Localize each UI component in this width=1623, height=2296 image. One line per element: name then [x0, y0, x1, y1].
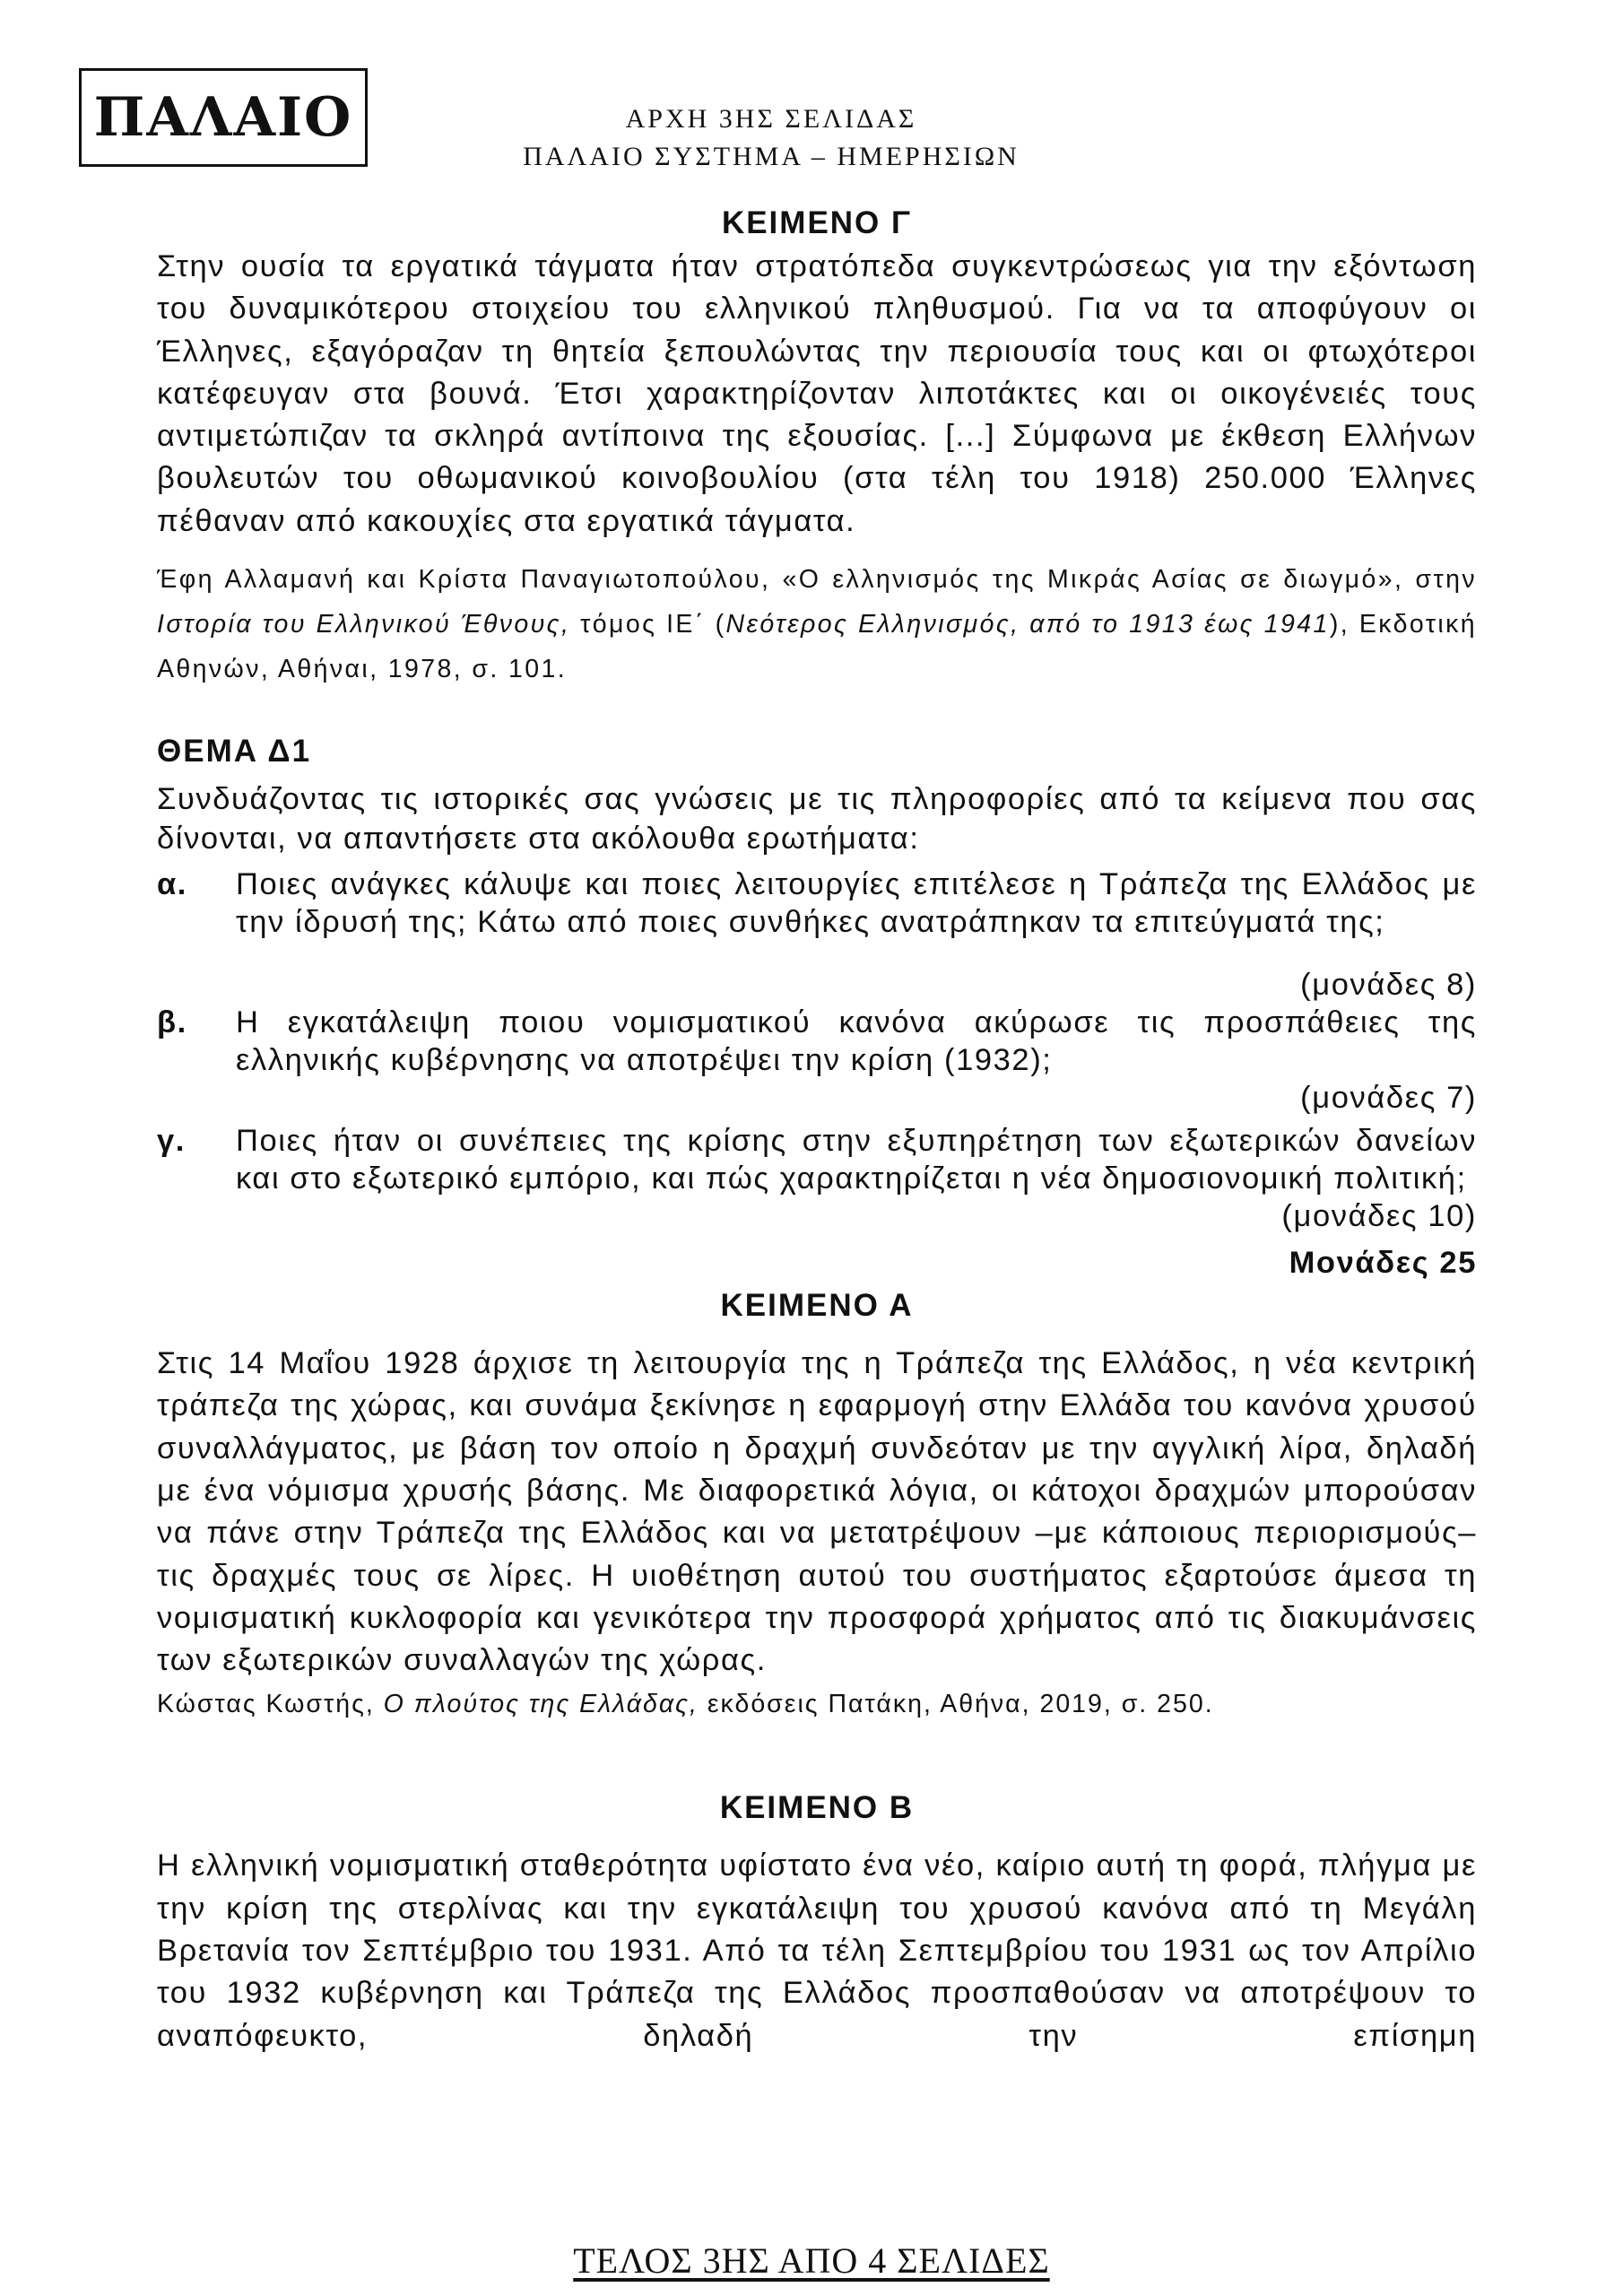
question-b: [157, 1004, 1477, 1079]
text-c-source-mid: τόμος ΙΕ΄ (: [570, 610, 726, 639]
text-c-title: ΚΕΙΜΕΝΟ Γ: [721, 205, 913, 240]
question-text: Ποιες ήταν οι συνέπειες της κρίσης στην εξυπηρέτηση των εξωτερικών δανείων και στο εξωτερικό εμπόριο, και πώς χαρακτηρίζεται η νέα δημοσιονομική πολιτική;: [236, 1124, 1477, 1196]
question-a-marks: (μονάδες 8): [1300, 968, 1477, 1003]
page-start-label: ΑΡΧΗ 3ΗΣ ΣΕΛΙΔΑΣ: [625, 104, 917, 134]
text-a-source: [157, 1682, 1477, 1726]
page-footer: [0, 2239, 1623, 2282]
text-a-body: Στις 14 Μαΐου 1928 άρχισε τη λειτουργία της η Τράπεζα της Ελλάδος, η νέα κεντρική τράπεζα της χώρας, και συνάμα ξεκίνησε η εφαρμογή στην Ελλάδα του κανόνα χρυσού συναλλάγματος, με βάση τον οποίο η δραχμή συνδεόταν με την αγγλική λίρα, δηλαδή με ένα νόμισμα χρυσής βάσης. Με διαφορετικά λόγια, οι κάτοχοι δραχμών μπορούσαν να πάνε στην Τράπεζα της Ελλάδος και να μετατρέψουν –με κάποιους περιορισμούς– τις δραχμές τους σε λίρες. Η υιοθέτηση αυτού του συστήματος εξαρτούσε άμεσα τη νομισματική κυκλοφορία και γενικότερα την προσφορά χρήματος από τις διακυμάνσεις των εξωτερικών συναλλαγών της χώρας.: [157, 1346, 1477, 1678]
question-a: [157, 865, 1477, 941]
page-end-label: ΤΕΛΟΣ 3ΗΣ ΑΠΟ 4 ΣΕΛΙΔΕΣ: [573, 2240, 1050, 2281]
question-c: [157, 1122, 1477, 1197]
total-marks: Μονάδες 25: [1289, 1246, 1477, 1281]
theme-intro: Συνδυάζοντας τις ιστορικές σας γνώσεις με τις πληροφορίες από τα κείμενα που σας δίνονται, να απαντήσετε στα ακόλουθα ερωτήματα:: [157, 782, 1477, 857]
old-system-stamp: ΠΑΛΑΙΟ: [79, 68, 368, 167]
exam-system-label: ΠΑΛΑΙΟ ΣΥΣΤΗΜΑ – ΗΜΕΡΗΣΙΩΝ: [523, 142, 1020, 171]
text-a-source-title: Ο πλούτος της Ελλάδας,: [383, 1690, 699, 1719]
text-c-source-subtitle: Νεότερος Ελληνισμός, από το 1913 έως 1941: [725, 610, 1330, 639]
text-b-title: ΚΕΙΜΕΝΟ Β: [719, 1790, 915, 1826]
text-a-source-post: εκδόσεις Πατάκη, Αθήνα, 2019, σ. 250.: [698, 1690, 1214, 1719]
page-header: [412, 100, 1130, 176]
question-text: Η εγκατάλειψη ποιου νομισματικού κανόνα ακύρωσε τις προσπάθειες της ελληνικής κυβέρνησης να αποτρέψει την κρίση (1932);: [236, 1005, 1477, 1078]
text-a-source-author: Κώστας Κωστής,: [157, 1690, 384, 1719]
text-b-body: Η ελληνική νομισματική σταθερότητα υφίστατο ένα νέο, καίριο αυτή τη φορά, πλήγμα με την κρίση της στερλίνας και την εγκατάλειψη του χρυσού κανόνα από τη Μεγάλη Βρετανία τον Σεπτέμβριο του 1931. Από τα τέλη Σεπτεμβρίου του 1931 ως τον Απρίλιο του 1932 κυβέρνηση και Τράπεζα της Ελλάδος προσπαθούσαν να αποτρέψουν το αναπόφευκτο, δηλαδή την επίσημη: [157, 1848, 1477, 2053]
question-c-marks: (μονάδες 10): [1281, 1199, 1477, 1234]
question-label: α.: [157, 867, 187, 902]
page-content: [157, 201, 1477, 2057]
text-a-title: ΚΕΙΜΕΝΟ Α: [720, 1288, 914, 1324]
theme-title: ΘΕΜΑ Δ1: [157, 734, 312, 770]
text-c-source-pre: Έφη Αλλαμανή και Κρίστα Παναγιωτοπούλου, «Ο ελληνισμός της Μικράς Ασίας σε διωγμό», στην: [157, 565, 1477, 595]
question-label: β.: [157, 1005, 187, 1040]
text-c-source: [157, 557, 1477, 691]
text-c-source-title: Ιστορία του Ελληνικού Έθνους,: [157, 610, 571, 639]
question-b-marks: (μονάδες 7): [1300, 1081, 1477, 1116]
question-text: Ποιες ανάγκες κάλυψε και ποιες λειτουργίες επιτέλεσε η Τράπεζα της Ελλάδος με την ίδρυσή της; Κάτω από ποιες συνθήκες ανατράπηκαν τα επιτεύγματά της;: [236, 867, 1477, 940]
text-c-source-post: ), Εκδοτική Αθηνών, Αθήναι, 1978, σ. 101.: [157, 610, 1477, 684]
text-c-body: Στην ουσία τα εργατικά τάγματα ήταν στρατόπεδα συγκεντρώσεως για την εξόντωση του δυναμικότερου στοιχείου του ελληνικού πληθυσμού. Για να τα αποφύγουν οι Έλληνες, εξαγόραζαν τη θητεία ξεπουλώντας την περιουσία τους και οι φτωχότεροι κατέφευγαν στα βουνά. Έτσι χαρακτηρίζονταν λιποτάκτες και οι οικογένειές τους αντιμετώπιζαν τα σκληρά αντίποινα της εξουσίας. [...] Σύμφωνα με έκθεση Ελλήνων βουλευτών του οθωμανικού κοινοβουλίου (στα τέλη του 1918) 250.000 Έλληνες πέθαναν από κακουχίες στα εργατικά τάγματα.: [157, 249, 1477, 538]
question-label: γ.: [157, 1124, 186, 1159]
